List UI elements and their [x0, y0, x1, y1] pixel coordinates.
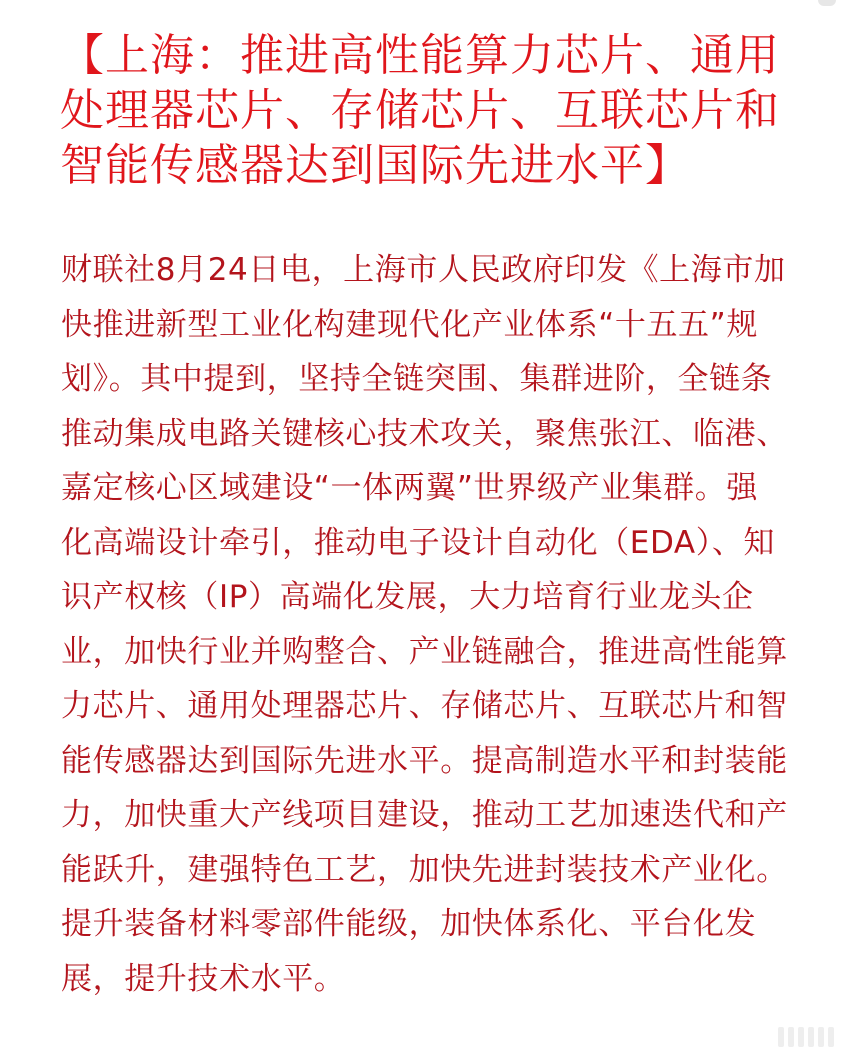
- watermark-icon: [704, 1023, 834, 1051]
- article-body: 财联社8月24日电，上海市人民政府印发《上海市加快推进新型工业化构建现代化产业体系“十五五”规划》。其中提到，坚持全链突围、集群进阶，全链条推动集成电路关键核心技术攻关，聚焦张江、临港、嘉定核心区域建设“一体两翼”世界级产业集群。强化高端设计牵引，推动电子设计自动化（EDA）、知识产权核（IP）高端化发展，大力培育行业龙头企业，加快行业并购整合、产业链融合，推进高性能算力芯片、通用处理器芯片、存储芯片、互联芯片和智能传感器达到国际先进水平。提高制造水平和封装能力，加快重大产线项目建设，推动工艺加速迭代和产能跃升，建强特色工艺，加快先进封装技术产业化。提升装备材料零部件能级，加快体系化、平台化发展，提升技术水平。: [61, 252, 788, 997]
- more-menu-icon[interactable]: [812, 0, 842, 16]
- article-title: 【上海：推进高性能算力芯片、通用处理器芯片、存储芯片、互联芯片和智能传感器达到国际先进水平】: [60, 30, 780, 191]
